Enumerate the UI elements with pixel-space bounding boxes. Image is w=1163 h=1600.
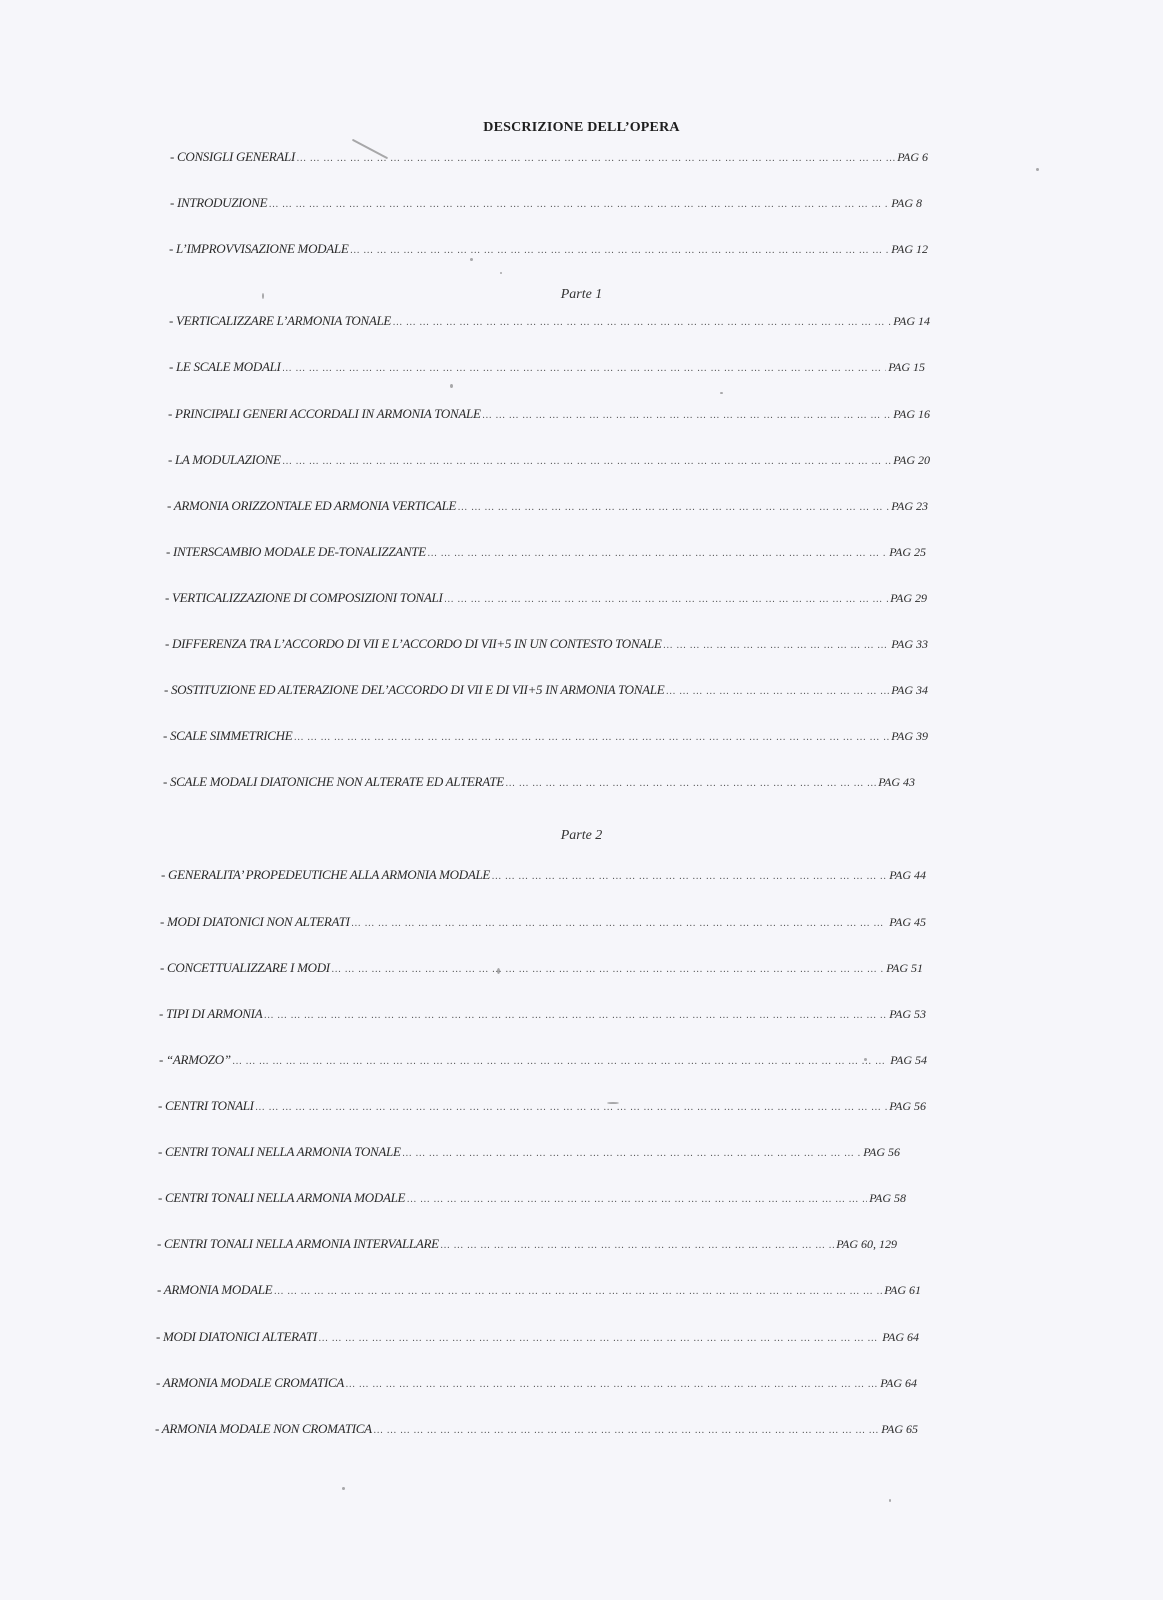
part-heading-2: Parte 2 bbox=[560, 828, 603, 843]
toc-entry bbox=[160, 914, 926, 932]
dot-leader bbox=[264, 1010, 887, 1021]
toc-entry-label: - ARMONIA MODALE NON CROMATICA bbox=[155, 1421, 372, 1436]
dot-leader bbox=[666, 686, 889, 697]
toc-entry-page: PAG 64 bbox=[882, 1330, 919, 1344]
scan-speck bbox=[262, 293, 264, 299]
toc-entry-page: PAG 64 bbox=[880, 1376, 917, 1390]
toc-entry-label: - LA MODULAZIONE bbox=[168, 452, 281, 467]
toc-entry bbox=[156, 1329, 919, 1347]
toc-entry-label: - SOSTITUZIONE ED ALTERAZIONE DEL’ACCORDO DI VII E DI VII+5 IN ARMONIA TONALE bbox=[164, 682, 665, 697]
toc-entry-page: PAG 23 bbox=[891, 499, 928, 513]
toc-entry-page: PAG 65 bbox=[881, 1422, 918, 1436]
toc-entry bbox=[156, 1375, 917, 1393]
dot-leader bbox=[407, 1194, 867, 1205]
toc-entry-page: PAG 15 bbox=[888, 360, 925, 374]
dot-leader bbox=[332, 964, 884, 975]
toc-entry bbox=[161, 867, 926, 885]
page-title: DESCRIZIONE DELL’OPERA bbox=[483, 120, 680, 135]
toc-entry bbox=[158, 1144, 900, 1162]
toc-entry-label: - VERTICALIZZAZIONE DI COMPOSIZIONI TONALI bbox=[165, 590, 443, 605]
toc-entry bbox=[157, 1236, 897, 1254]
toc-entry-page: PAG 43 bbox=[878, 775, 915, 789]
dot-leader bbox=[663, 640, 889, 651]
toc-entry-label: - L’IMPROVVISAZIONE MODALE bbox=[169, 241, 349, 256]
toc-entry-page: PAG 20 bbox=[893, 453, 930, 467]
scan-speck bbox=[342, 1487, 345, 1490]
toc-entry bbox=[169, 359, 925, 377]
dot-leader bbox=[346, 1379, 878, 1390]
scan-speck bbox=[450, 384, 453, 388]
toc-entry bbox=[158, 1098, 926, 1116]
toc-entry-page: PAG 56 bbox=[889, 1099, 926, 1113]
toc-entry-label: - ARMONIA MODALE bbox=[157, 1282, 273, 1297]
toc-entry-page: PAG 12 bbox=[891, 242, 928, 256]
toc-entry-page: PAG 16 bbox=[893, 407, 930, 421]
toc-entry bbox=[170, 149, 928, 167]
dot-leader bbox=[483, 410, 892, 421]
toc-entry bbox=[158, 1190, 906, 1208]
toc-entry-page: PAG 51 bbox=[886, 961, 923, 975]
dot-leader bbox=[352, 918, 888, 929]
dot-leader bbox=[458, 502, 889, 513]
toc-entry bbox=[160, 960, 923, 978]
toc-entry-page: PAG 34 bbox=[891, 683, 928, 697]
toc-entry bbox=[159, 1052, 927, 1070]
dot-leader bbox=[269, 199, 889, 210]
dot-leader bbox=[283, 363, 887, 374]
toc-entry bbox=[155, 1421, 918, 1439]
toc-entry-label: - “ARMOZO” bbox=[159, 1052, 231, 1067]
dot-leader bbox=[294, 732, 889, 743]
scan-speck bbox=[470, 258, 473, 261]
toc-entry-page: PAG 45 bbox=[889, 915, 926, 929]
dot-leader bbox=[233, 1056, 888, 1067]
scan-speck bbox=[1036, 168, 1039, 171]
dot-leader bbox=[274, 1286, 882, 1297]
scan-speck bbox=[500, 272, 502, 274]
toc-entry-page: PAG 53 bbox=[889, 1007, 926, 1021]
scan-speck bbox=[889, 1499, 891, 1502]
toc-entry-page: PAG 54 bbox=[890, 1053, 927, 1067]
toc-entry bbox=[163, 728, 928, 746]
toc-entry-page: PAG 39 bbox=[891, 729, 928, 743]
part-heading-1: Parte 1 bbox=[560, 287, 603, 302]
toc-entry bbox=[165, 636, 928, 654]
toc-entry bbox=[166, 544, 926, 562]
toc-entry-page: PAG 44 bbox=[889, 868, 926, 882]
toc-entry-page: PAG 14 bbox=[893, 314, 930, 328]
toc-entry bbox=[168, 452, 930, 470]
toc-entry bbox=[170, 195, 922, 213]
toc-entry-label: - MODI DIATONICI ALTERATI bbox=[156, 1329, 317, 1344]
toc-entry bbox=[169, 313, 930, 331]
toc-entry-page: PAG 6 bbox=[897, 150, 928, 164]
toc-entry bbox=[159, 1006, 926, 1024]
scan-speck bbox=[720, 392, 723, 394]
toc-entry-page: PAG 25 bbox=[889, 545, 926, 559]
toc-entry-label: - PRINCIPALI GENERI ACCORDALI IN ARMONIA TONALE bbox=[168, 406, 481, 421]
toc-entry-page: PAG 58 bbox=[869, 1191, 906, 1205]
scan-speck bbox=[607, 1102, 619, 1104]
toc-entry-label: - CONCETTUALIZZARE I MODI bbox=[160, 960, 330, 975]
toc-entry-label: - CENTRI TONALI NELLA ARMONIA INTERVALLARE bbox=[157, 1236, 439, 1251]
toc-entry bbox=[165, 590, 927, 608]
toc-entry-label: - INTERSCAMBIO MODALE DE-TONALIZZANTE bbox=[166, 544, 426, 559]
toc-entry bbox=[167, 498, 928, 516]
toc-entry bbox=[163, 774, 915, 792]
toc-entry-label: - GENERALITA’ PROPEDEUTICHE ALLA ARMONIA MODALE bbox=[161, 867, 491, 882]
dot-leader bbox=[319, 1333, 880, 1344]
toc-entry-page: PAG 33 bbox=[891, 637, 928, 651]
toc-entry-page: PAG 61 bbox=[884, 1283, 921, 1297]
toc-entry-label: - ARMONIA MODALE CROMATICA bbox=[156, 1375, 345, 1390]
dot-leader bbox=[428, 548, 887, 559]
toc-entry-page: PAG 60, 129 bbox=[836, 1237, 897, 1251]
toc-entry-label: - TIPI DI ARMONIA bbox=[159, 1006, 263, 1021]
dot-leader bbox=[441, 1240, 834, 1251]
scan-speck bbox=[864, 1058, 867, 1061]
dot-leader bbox=[506, 778, 876, 789]
scan-speck bbox=[497, 968, 500, 974]
toc-entry-label: - MODI DIATONICI NON ALTERATI bbox=[160, 914, 350, 929]
dot-leader bbox=[403, 1148, 862, 1159]
toc-entry-page: PAG 56 bbox=[863, 1145, 900, 1159]
toc-entry-label: - DIFFERENZA TRA L’ACCORDO DI VII E L’ACCORDO DI VII+5 IN UN CONTESTO TONALE bbox=[165, 636, 662, 651]
dot-leader bbox=[492, 871, 887, 882]
toc-entry-label: - CENTRI TONALI NELLA ARMONIA MODALE bbox=[158, 1190, 406, 1205]
toc-entry-label: - VERTICALIZZARE L’ARMONIA TONALE bbox=[169, 313, 392, 328]
toc-entry bbox=[168, 406, 930, 424]
toc-entry-page: PAG 8 bbox=[891, 196, 922, 210]
toc-entry-label: - SCALE SIMMETRICHE bbox=[163, 728, 293, 743]
toc-entry-label: - SCALE MODALI DIATONICHE NON ALTERATE ED ALTERATE bbox=[163, 774, 504, 789]
toc-entry-label: - CENTRI TONALI NELLA ARMONIA TONALE bbox=[158, 1144, 401, 1159]
toc-entry-label: - ARMONIA ORIZZONTALE ED ARMONIA VERTICALE bbox=[167, 498, 457, 513]
toc-entry bbox=[169, 241, 928, 259]
toc-entry-label: - CONSIGLI GENERALI bbox=[170, 149, 296, 164]
toc-entry-page: PAG 29 bbox=[890, 591, 927, 605]
toc-entry-label: - LE SCALE MODALI bbox=[169, 359, 281, 374]
toc-entry-label: - INTRODUZIONE bbox=[170, 195, 268, 210]
toc-entry bbox=[157, 1282, 921, 1300]
dot-leader bbox=[350, 245, 889, 256]
dot-leader bbox=[374, 1425, 879, 1436]
toc-entry bbox=[164, 682, 928, 700]
dot-leader bbox=[283, 456, 892, 467]
dot-leader bbox=[393, 317, 891, 328]
dot-leader bbox=[256, 1102, 888, 1113]
toc-entry-label: - CENTRI TONALI bbox=[158, 1098, 254, 1113]
dot-leader bbox=[445, 594, 889, 605]
